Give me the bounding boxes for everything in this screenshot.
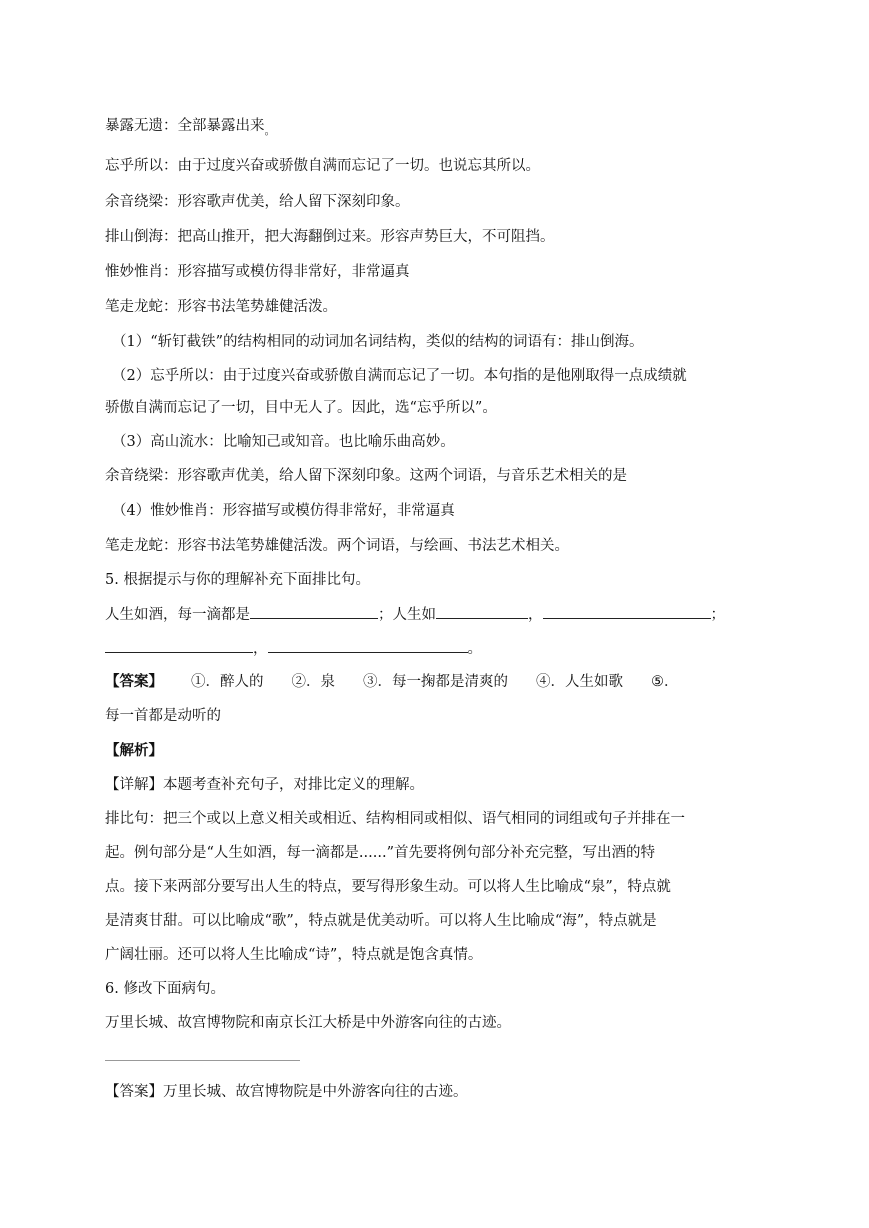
blank xyxy=(436,604,528,619)
blank xyxy=(268,638,468,653)
analysis-text: 起。例句部分是“人生如酒，每一滴都是......”首先要将例句部分补充完整，写出酒的特 xyxy=(105,845,655,861)
text-line: 笔走龙蛇：形容书法笔势雄健活泼。 xyxy=(105,299,337,315)
text-line: 余音绕梁：形容歌声优美，给人留下深刻印象。这两个词语，与音乐艺术相关的是 xyxy=(105,468,627,484)
text-line: 惟妙惟肖：形容描写或模仿得非常好，非常逼真 xyxy=(105,264,410,280)
analysis-text: 是清爽甘甜。可以比喻成“歌”，特点就是优美动听。可以将人生比喻成“海”，特点就是 xyxy=(105,913,657,929)
question-5-title: 5. 根据提示与你的理解补充下面排比句。 xyxy=(105,572,370,588)
question-6-title: 6. 修改下面病句。 xyxy=(105,981,225,997)
fill-blank-line: 人生如酒，每一滴都是 ；人生如 ， ； xyxy=(105,604,774,625)
analysis-detail: 【详解】本题考查补充句子，对排比定义的理解。 xyxy=(105,777,424,793)
blank xyxy=(105,638,253,653)
analysis-label: 【解析】 xyxy=(105,742,163,759)
fill-blank-line: ， 。 xyxy=(105,638,774,659)
answer-line: 【答案】 ①．醉人的 ②．泉 ③．每一掬都是清爽的 ④．人生如歌 ⑤． xyxy=(105,673,679,690)
text-line: （1）“斩钉截铁”的结构相同的动词加名词结构，类似的结构的词语有：排山倒海。 xyxy=(112,334,644,350)
blank xyxy=(543,604,711,619)
question-6-sentence: 万里长城、故宫博物院和南京长江大桥是中外游客向往的古迹。 xyxy=(105,1015,511,1031)
analysis-text: 点。接下来两部分要写出人生的特点，要写得形象生动。可以将人生比喻成“泉”，特点就 xyxy=(105,879,671,895)
blank xyxy=(250,604,378,619)
analysis-text: 广阔壮丽。还可以将人生比喻成“诗”，特点就是饱含真情。 xyxy=(105,947,483,963)
text-line: （2）忘乎所以：由于过度兴奋或骄傲自满而忘记了一切。本句指的是他刚取得一点成绩就 xyxy=(112,368,687,384)
text-line: 笔走龙蛇：形容书法笔势雄健活泼。两个词语，与绘画、书法艺术相关。 xyxy=(105,538,569,554)
answer-divider xyxy=(105,1060,300,1061)
text-line: 忘乎所以：由于过度兴奋或骄傲自满而忘记了一切。也说忘其所以。 xyxy=(105,158,540,174)
text-line: 排山倒海：把高山推开，把大海翻倒过来。形容声势巨大，不可阻挡。 xyxy=(105,229,555,245)
analysis-text: 排比句：把三个或以上意义相关或相近、结构相同或相似、语气相同的词组或句子并排在一 xyxy=(105,811,685,827)
text-line: 骄傲自满而忘记了一切，目中无人了。因此，选“忘乎所以”。 xyxy=(105,400,497,416)
text-line: 暴露无遗：全部暴露出来$_。$ xyxy=(105,118,276,137)
text-line: （3）高山流水：比喻知己或知音。也比喻乐曲高妙。 xyxy=(112,434,455,450)
answer-continuation: 每一首都是动听的 xyxy=(105,708,221,724)
text-line: 余音绕梁：形容歌声优美，给人留下深刻印象。 xyxy=(105,194,410,210)
question-6-answer: 【答案】万里长城、故宫博物院是中外游客向往的古迹。 xyxy=(105,1084,468,1100)
text-line: （4）惟妙惟肖：形容描写或模仿得非常好，非常逼真 xyxy=(112,503,455,519)
